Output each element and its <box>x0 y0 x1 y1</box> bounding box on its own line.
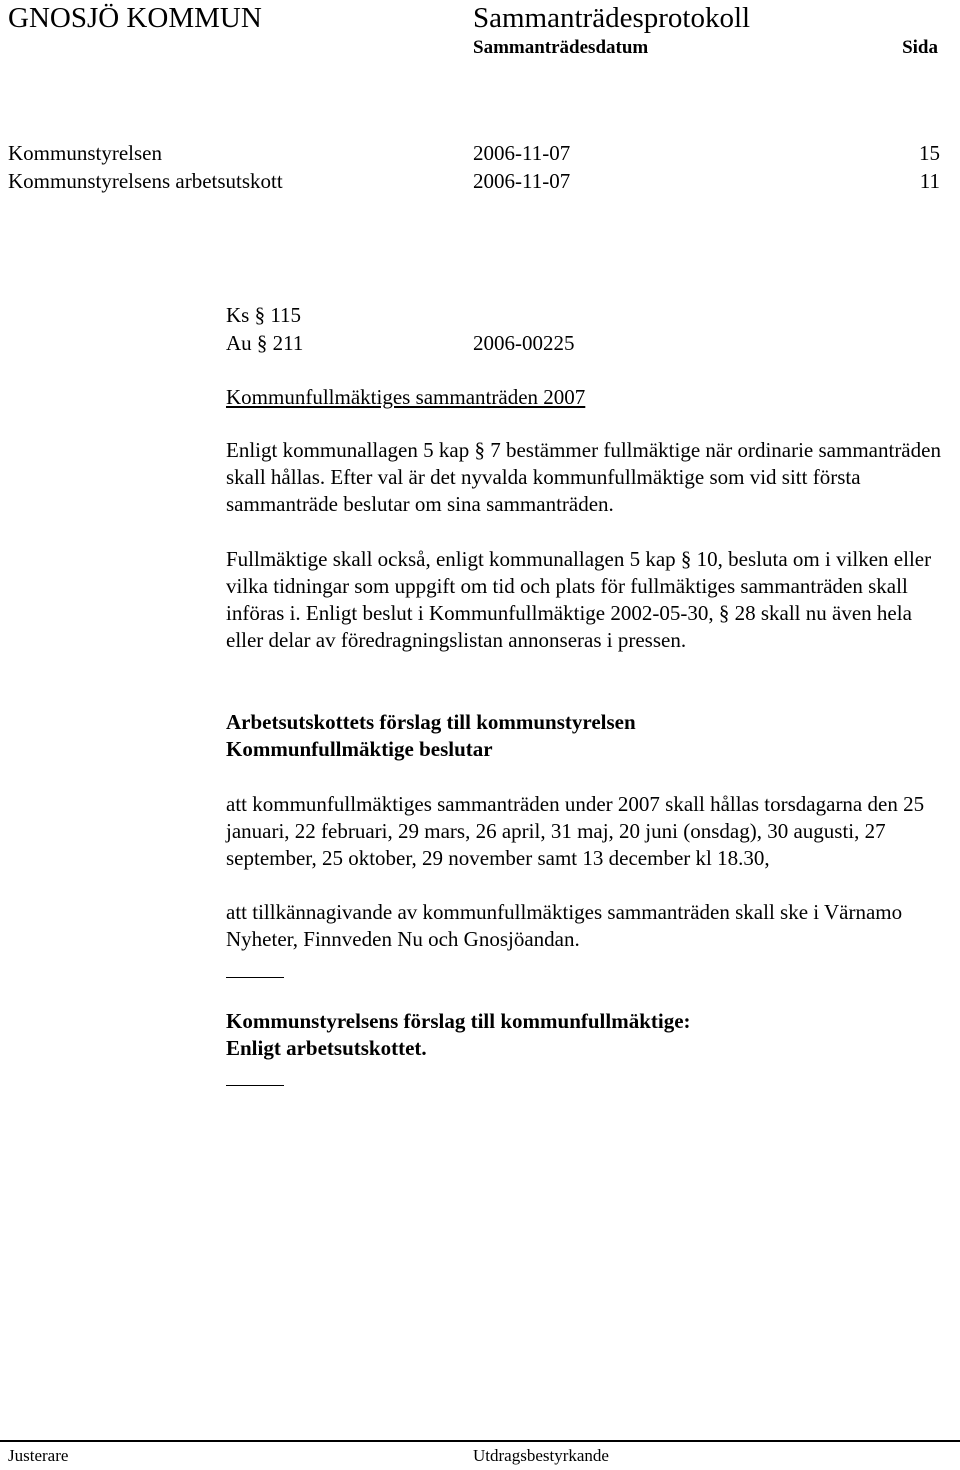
meeting-body-name: Kommunstyrelsen <box>8 141 162 165</box>
meeting-page-number: 15 <box>919 141 940 165</box>
municipality-name: GNOSJÖ KOMMUN <box>8 2 262 34</box>
ks-proposal <box>226 1008 942 1062</box>
case-title: Kommunfullmäktiges sammanträden 2007 <box>226 385 586 409</box>
meeting-date: 2006-11-07 <box>473 169 571 193</box>
ks-reference-line <box>226 302 942 330</box>
case-number: 2006-00225 <box>473 331 575 355</box>
section-divider <box>226 1085 284 1086</box>
au-reference: Au § 211 <box>226 331 304 355</box>
section-divider <box>226 977 284 978</box>
signatory-label: Justerare <box>8 1446 69 1465</box>
proposal-heading-line-1: Arbetsutskottets förslag till kommunstyrelsen <box>226 710 636 734</box>
ks-reference: Ks § 115 <box>226 303 302 327</box>
meeting-page-number: 11 <box>919 169 940 193</box>
body-paragraph-1: Enligt kommunallagen 5 kap § 7 bestämmer fullmäktige när ordinarie sammanträden skall hållas. Efter val är det nyvalda kommunfullmäktige som vid sitt första sammanträde beslutar om sina sammanträden. <box>226 438 941 516</box>
decision-paragraph-1: att kommunfullmäktiges sammanträden under 2007 skall hållas torsdagarna den 25 januari, 22 februari, 29 mars, 26 april, 31 maj, 20 juni (onsdag), 30 augusti, 27 september, 25 oktober, 29 november samt 13 december kl 18.30, <box>226 792 925 870</box>
meeting-date: 2006-11-07 <box>473 141 571 165</box>
meeting-row <box>8 141 940 169</box>
proposal-heading-line-2: Kommunfullmäktige beslutar <box>226 737 493 761</box>
meeting-date-label: Sammanträdesdatum <box>473 37 649 58</box>
certification-label: Utdragsbestyrkande <box>473 1446 609 1465</box>
body-paragraph-2: Fullmäktige skall också, enligt kommunallagen 5 kap § 10, besluta om i vilken eller vilka tidningar som uppgift om tid och plats för fullmäktiges sammanträden skall införas i. Enligt beslut i Kommunfullmäktige 2002-05-30, § 28 skall nu även hela eller delar av föredragningslistan annonseras i pressen. <box>226 547 932 652</box>
meeting-body-name: Kommunstyrelsens arbetsutskott <box>8 169 283 193</box>
decision-paragraph-2: att tillkännagivande av kommunfullmäktiges sammanträden skall ske i Värnamo Nyheter, Finnveden Nu och Gnosjöandan. <box>226 900 903 951</box>
case-references <box>226 302 942 358</box>
ks-proposal-text: Enligt arbetsutskottet. <box>226 1036 427 1060</box>
document-title: Sammanträdesprotokoll <box>473 2 751 34</box>
page-label: Sida <box>902 37 938 58</box>
proposal-heading <box>226 709 942 763</box>
meeting-row <box>8 169 940 197</box>
footer-rule <box>0 1440 960 1442</box>
au-reference-line <box>226 330 942 358</box>
ks-proposal-heading: Kommunstyrelsens förslag till kommunfullmäktige: <box>226 1009 691 1033</box>
